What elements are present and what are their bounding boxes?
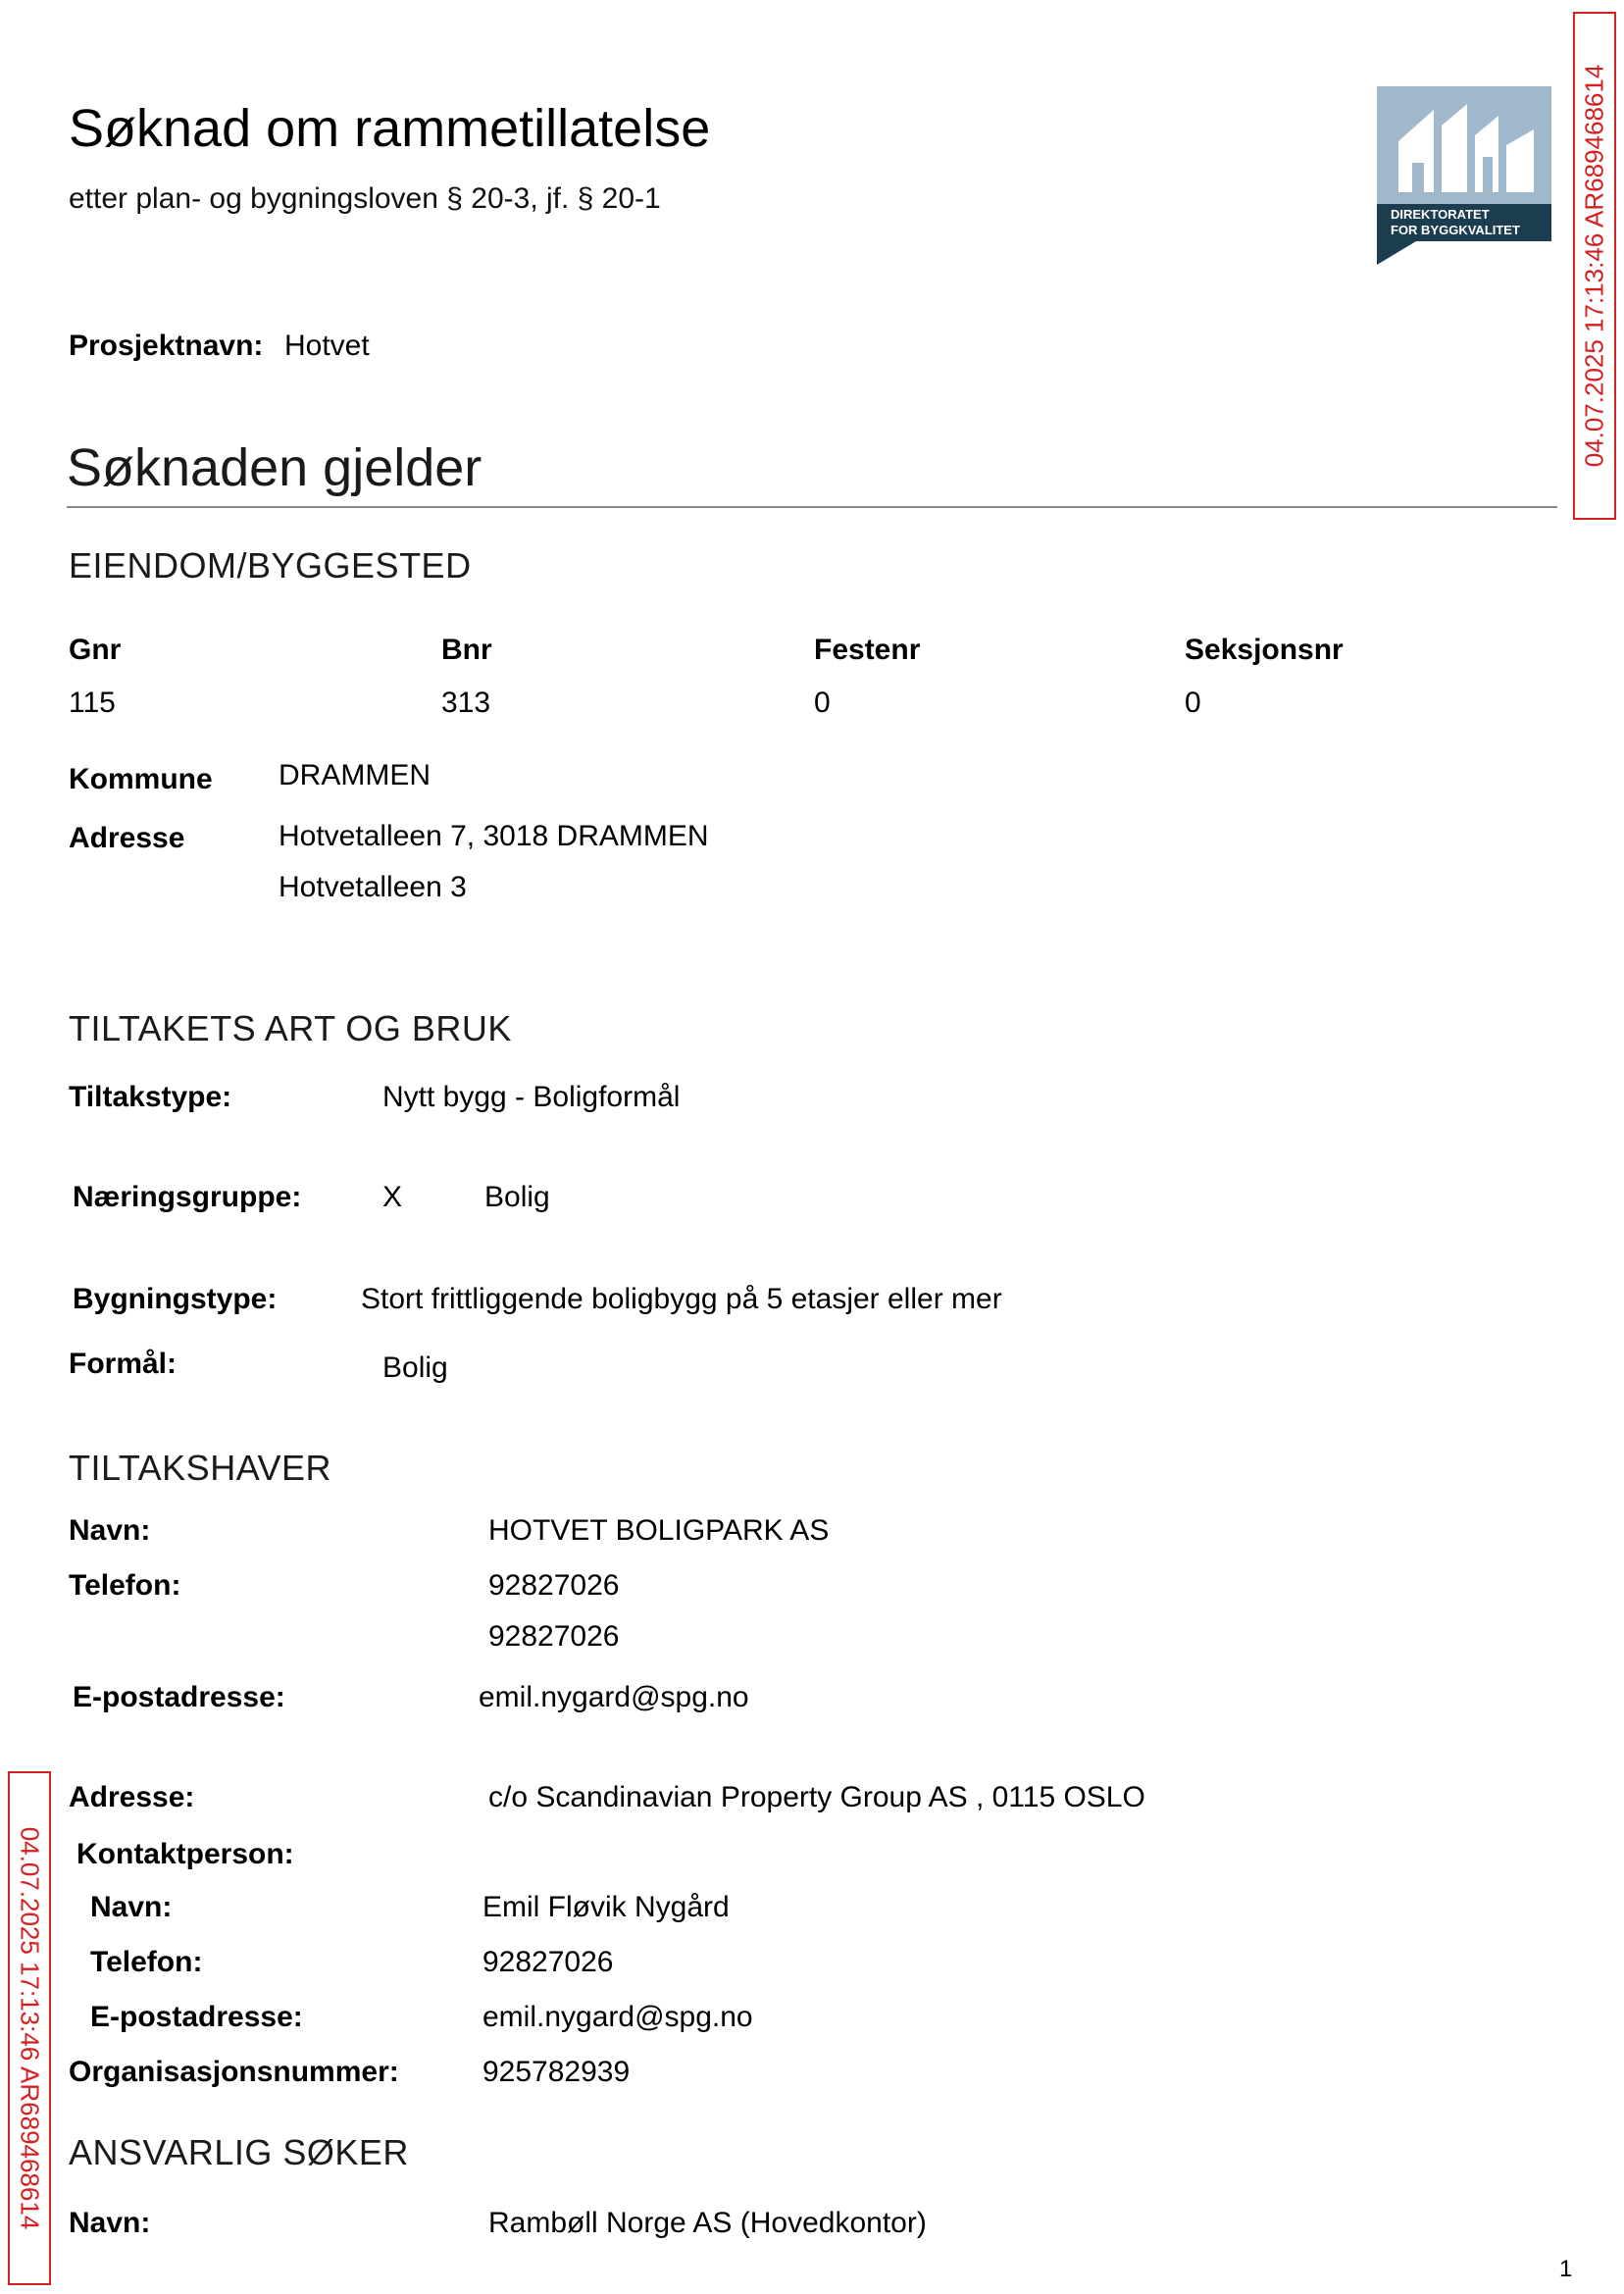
gnr-value: 115 bbox=[69, 687, 116, 719]
timestamp-stamp-left bbox=[8, 1771, 51, 2285]
owner-telefon-value-2: 92827026 bbox=[488, 1620, 620, 1653]
naeringsgruppe-label: Næringsgruppe: bbox=[73, 1181, 302, 1213]
timestamp-stamp-top-text: 04.07.2025 17:13:46 AR689468614 bbox=[1579, 64, 1609, 468]
property-heading: EIENDOM/BYGGESTED bbox=[69, 545, 472, 586]
orgnr-label: Organisasjonsnummer: bbox=[69, 2056, 399, 2088]
naeringsgruppe-code: X bbox=[382, 1181, 403, 1213]
seksjonsnr-label: Seksjonsnr bbox=[1185, 634, 1344, 666]
kommune-value: DRAMMEN bbox=[279, 759, 431, 791]
project-name-value: Hotvet bbox=[284, 330, 370, 362]
measure-heading: TILTAKETS ART OG BRUK bbox=[69, 1008, 512, 1048]
contact-telefon-value: 92827026 bbox=[482, 1946, 614, 1978]
logo-line-1: DIREKTORATET bbox=[1391, 207, 1490, 222]
kommune-label: Kommune bbox=[69, 763, 213, 795]
gnr-label: Gnr bbox=[69, 634, 122, 666]
document-title: Søknad om rammetillatelse bbox=[69, 99, 711, 158]
bygningstype-value: Stort frittliggende boligbygg på 5 etasjer eller mer bbox=[361, 1283, 1002, 1315]
naeringsgruppe-value: Bolig bbox=[484, 1181, 550, 1213]
applies-heading: Søknaden gjelder bbox=[67, 438, 482, 497]
contact-navn-label: Navn: bbox=[90, 1891, 173, 1923]
applicant-heading: ANSVARLIG SØKER bbox=[69, 2132, 409, 2172]
contact-person-label: Kontaktperson: bbox=[76, 1838, 294, 1870]
festenr-label: Festenr bbox=[814, 634, 921, 666]
festenr-value: 0 bbox=[814, 687, 831, 719]
adresse-line-1: Hotvetalleen 7, 3018 DRAMMEN bbox=[279, 820, 709, 852]
logo-wordmark bbox=[1377, 204, 1551, 241]
adresse-label: Adresse bbox=[69, 822, 185, 854]
formal-value: Bolig bbox=[382, 1351, 448, 1384]
formal-label: Formål: bbox=[69, 1348, 178, 1380]
owner-navn-value: HOTVET BOLIGPARK AS bbox=[488, 1514, 830, 1547]
document-subtitle: etter plan- og bygningsloven § 20-3, jf. § 20-1 bbox=[69, 182, 661, 215]
logo-building-icon bbox=[1377, 86, 1551, 204]
bygningstype-label: Bygningstype: bbox=[73, 1283, 278, 1315]
tiltakstype-value: Nytt bygg - Boligformål bbox=[382, 1081, 681, 1113]
owner-adresse-value: c/o Scandinavian Property Group AS , 0115 OSLO bbox=[488, 1781, 1145, 1813]
page-number: 1 bbox=[1559, 2256, 1573, 2282]
logo-line-2: FOR BYGGKVALITET bbox=[1391, 223, 1520, 237]
applicant-navn-value: Rambøll Norge AS (Hovedkontor) bbox=[488, 2207, 927, 2239]
owner-epost-label: E-postadresse: bbox=[73, 1681, 285, 1713]
timestamp-stamp-top bbox=[1573, 12, 1616, 520]
owner-heading: TILTAKSHAVER bbox=[69, 1448, 332, 1488]
bnr-label: Bnr bbox=[441, 634, 492, 666]
owner-adresse-label: Adresse: bbox=[69, 1781, 195, 1813]
owner-telefon-label: Telefon: bbox=[69, 1569, 181, 1602]
contact-epost-label: E-postadresse: bbox=[90, 2001, 303, 2033]
applicant-navn-label: Navn: bbox=[69, 2207, 151, 2239]
timestamp-stamp-left-text: 04.07.2025 17:13:46 AR689468614 bbox=[15, 1826, 45, 2230]
dibk-logo bbox=[1377, 86, 1551, 275]
heading-rule bbox=[67, 506, 1557, 508]
project-name-label: Prosjektnavn: bbox=[69, 330, 264, 362]
contact-navn-value: Emil Fløvik Nygård bbox=[482, 1891, 730, 1923]
contact-epost-value: emil.nygard@spg.no bbox=[482, 2001, 753, 2033]
owner-navn-label: Navn: bbox=[69, 1514, 151, 1547]
tiltakstype-label: Tiltakstype: bbox=[69, 1081, 232, 1113]
bnr-value: 313 bbox=[441, 687, 491, 719]
owner-epost-value: emil.nygard@spg.no bbox=[479, 1681, 749, 1713]
orgnr-value: 925782939 bbox=[482, 2056, 631, 2088]
adresse-line-2: Hotvetalleen 3 bbox=[279, 871, 467, 903]
contact-telefon-label: Telefon: bbox=[90, 1946, 203, 1978]
logo-flag-tail bbox=[1377, 241, 1416, 265]
owner-telefon-value-1: 92827026 bbox=[488, 1569, 620, 1602]
seksjonsnr-value: 0 bbox=[1185, 687, 1201, 719]
